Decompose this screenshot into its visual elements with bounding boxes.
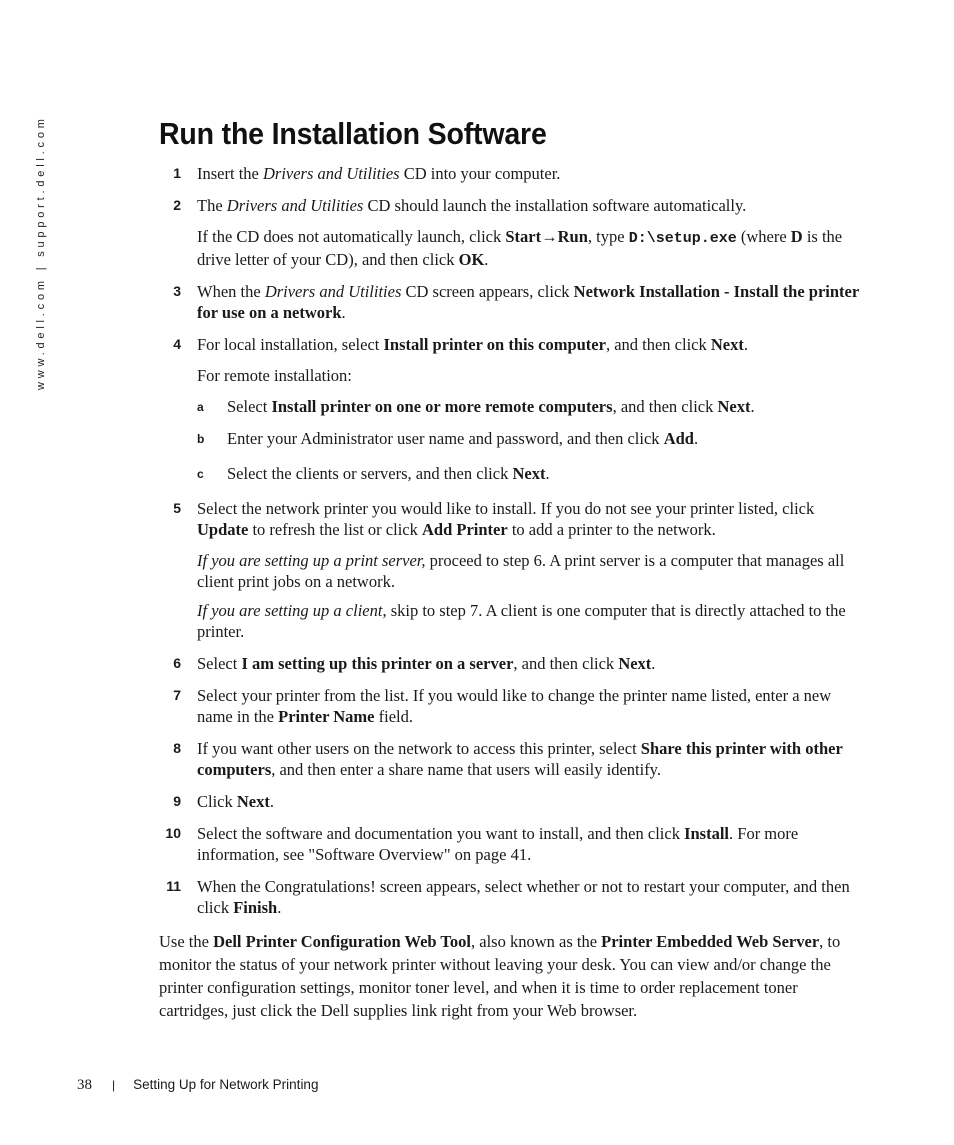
step-number: 6	[173, 655, 181, 671]
step-text: Select the network printer you would like to install. If you do not see your printer listed, click Update to refresh the list or click Add Printer to add a printer to the network.	[197, 499, 815, 539]
step-number: 5	[173, 500, 181, 516]
step-text: When the Congratulations! screen appears, select whether or not to restart your computer, and then click Finish.	[197, 877, 850, 917]
step-4	[159, 334, 859, 484]
step-text: Click Next.	[197, 792, 274, 811]
sub-step-letter: b	[197, 432, 205, 446]
sub-step-c	[197, 463, 859, 484]
step-1	[159, 163, 859, 184]
step-number: 9	[173, 793, 181, 809]
footer-section-title: Setting Up for Network Printing	[133, 1077, 319, 1092]
step-2	[159, 195, 859, 270]
step-3	[159, 281, 859, 323]
step-11	[159, 876, 859, 918]
sub-step-b	[197, 428, 859, 449]
step-text: For local installation, select Install printer on this computer, and then click Next.	[197, 335, 748, 354]
sub-step-text: Enter your Administrator user name and password, and then click Add.	[227, 429, 699, 448]
step-text: Select your printer from the list. If you would like to change the printer name listed, enter a new name in the Printer Name field.	[197, 686, 832, 726]
step-text: When the Drivers and Utilities CD screen appears, click Network Installation - Install the printer for use on a network.	[197, 282, 859, 322]
sub-step-letter: c	[197, 467, 204, 481]
step-note: For remote installation:	[197, 366, 352, 385]
step-number: 3	[173, 283, 181, 299]
main-content	[159, 163, 859, 1039]
page-number: 38	[77, 1077, 92, 1093]
step-text: If you want other users on the network to access this printer, select Share this printer with other computers, and then enter a share name that users will easily identify.	[197, 739, 843, 779]
sub-step-text: Select the clients or servers, and then click Next.	[227, 464, 550, 483]
step-number: 11	[166, 878, 181, 894]
step-10	[159, 823, 859, 865]
page-title: Run the Installation Software	[159, 116, 547, 151]
sub-step-text: Select Install printer on one or more remote computers, and then click Next.	[227, 397, 755, 416]
step-5	[159, 498, 859, 642]
step-number: 4	[173, 336, 181, 352]
step-number: 7	[173, 687, 181, 703]
command-text: D:\setup.exe	[628, 230, 737, 247]
sidebar-url: www.dell.com | support.dell.com	[35, 115, 47, 390]
step-text: Insert the Drivers and Utilities CD into your computer.	[197, 164, 561, 183]
step-number: 1	[173, 165, 181, 181]
step-number: 2	[173, 197, 181, 213]
step-7	[159, 685, 859, 727]
step-8	[159, 738, 859, 780]
sub-step-letter: a	[197, 400, 204, 414]
step-note: If you are setting up a print server, proceed to step 6. A print server is a computer that manages all client print jobs on a network.	[197, 551, 845, 591]
step-text: The Drivers and Utilities CD should launch the installation software automatically.	[197, 196, 747, 215]
step-text: Select the software and documentation you want to install, and then click Install. For more information, see "Software Overview" on page 41.	[197, 824, 799, 864]
sub-step-a	[197, 396, 859, 417]
step-number: 10	[165, 825, 181, 841]
step-number: 8	[173, 740, 181, 756]
step-9	[159, 791, 859, 812]
step-6	[159, 653, 859, 674]
footer-separator: |	[112, 1078, 116, 1092]
step-note: If you are setting up a client, skip to step 7. A client is one computer that is directly attached to the printer.	[197, 601, 846, 641]
sub-step-list	[197, 396, 859, 484]
closing-paragraph: Use the Dell Printer Configuration Web Tool, also known as the Printer Embedded Web Server, to monitor the status of your network printer without leaving your desk. You can view and/or change the printer configuration settings, monitor toner level, and when it is time to order replacement toner cartridges, just click the Dell supplies link right from your Web browser.	[159, 932, 841, 1020]
step-note: If the CD does not automatically launch, click Start→Run, type D:\setup.exe (where D is the drive letter of your CD), and then click OK.	[197, 227, 843, 269]
step-text: Select I am setting up this printer on a server, and then click Next.	[197, 654, 656, 673]
page-footer	[77, 1077, 318, 1094]
